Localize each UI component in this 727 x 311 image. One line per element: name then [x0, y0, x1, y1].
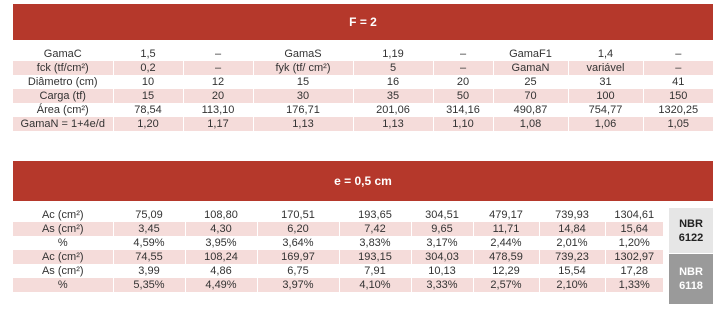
table-cell: 1,17 — [183, 117, 253, 131]
table-cell: 2,44% — [473, 236, 539, 250]
table-cell: 74,55 — [113, 250, 185, 264]
table-cell: 170,51 — [257, 208, 339, 222]
standard-badge-nbr6118: NBR 6118 — [669, 254, 713, 304]
row-label: As (cm²) — [13, 264, 113, 278]
table-cell: 1304,61 — [605, 208, 663, 222]
table-cell: – — [183, 47, 253, 61]
table-cell: fyk (tf/ cm²) — [253, 61, 353, 75]
table-cell: variável — [568, 61, 643, 75]
table-row — [13, 75, 713, 89]
row-label: Ac (cm²) — [13, 250, 113, 264]
table-cell: 1,05 — [643, 117, 713, 131]
table-row — [13, 236, 663, 250]
table-cell: 31 — [568, 75, 643, 89]
table-cell: 490,87 — [493, 103, 568, 117]
table-cell: 3,17% — [411, 236, 473, 250]
table-cell: 176,71 — [253, 103, 353, 117]
table-cell: – — [183, 61, 253, 75]
table-cell: 3,95% — [185, 236, 257, 250]
table-cell: 113,10 — [183, 103, 253, 117]
table-cell: 108,80 — [185, 208, 257, 222]
table-row — [13, 61, 713, 75]
table-cell: – — [433, 47, 493, 61]
table-cell: 1,08 — [493, 117, 568, 131]
table-cell: 3,33% — [411, 278, 473, 292]
table-cell: 0,2 — [113, 61, 183, 75]
table-cell: 2,01% — [539, 236, 605, 250]
table-cell: 169,97 — [257, 250, 339, 264]
table-cell: 4,86 — [185, 264, 257, 278]
table-cell: 2,57% — [473, 278, 539, 292]
table-cell: 100 — [568, 89, 643, 103]
row-label: % — [13, 278, 113, 292]
table-cell: 4,59% — [113, 236, 185, 250]
row-label: Ac (cm²) — [13, 208, 113, 222]
row-label: GamaC — [13, 47, 113, 61]
table-cell: 6,75 — [257, 264, 339, 278]
table-cell: 1320,25 — [643, 103, 713, 117]
table-cell: 2,10% — [539, 278, 605, 292]
table-cell: 739,23 — [539, 250, 605, 264]
table-cell: 9,65 — [411, 222, 473, 236]
table-cell: 108,24 — [185, 250, 257, 264]
row-label: Área (cm²) — [13, 103, 113, 117]
row-label: As (cm²) — [13, 222, 113, 236]
table-row — [13, 103, 713, 117]
table-cell: 3,64% — [257, 236, 339, 250]
section-title-eccentricity: e = 0,5 cm — [13, 161, 713, 201]
table-cell: GamaF1 — [493, 47, 568, 61]
table-cell: GamaS — [253, 47, 353, 61]
table-cell: 193,15 — [339, 250, 411, 264]
table-cell: 1,19 — [353, 47, 433, 61]
table-cell: 1,06 — [568, 117, 643, 131]
row-label: Carga (tf) — [13, 89, 113, 103]
table-cell: – — [643, 47, 713, 61]
table-cell: 3,99 — [113, 264, 185, 278]
table-cell: 1,10 — [433, 117, 493, 131]
table-cell: 50 — [433, 89, 493, 103]
table-row — [13, 117, 713, 131]
table-cell: 1,13 — [253, 117, 353, 131]
table-cell: 739,93 — [539, 208, 605, 222]
table-cell: 1,4 — [568, 47, 643, 61]
table-cell: 1,13 — [353, 117, 433, 131]
standard-badge-nbr6122: NBR 6122 — [669, 208, 713, 253]
row-label: GamaN = 1+4e/d — [13, 117, 113, 131]
table-row — [13, 89, 713, 103]
table-cell: 20 — [183, 89, 253, 103]
table-cell: 10,13 — [411, 264, 473, 278]
table-row — [13, 264, 663, 278]
table-row — [13, 278, 663, 292]
table-cell: 5,35% — [113, 278, 185, 292]
table-cell: 478,59 — [473, 250, 539, 264]
table-cell: 16 — [353, 75, 433, 89]
table-cell: 35 — [353, 89, 433, 103]
table-cell: 14,84 — [539, 222, 605, 236]
table-row — [13, 208, 663, 222]
parameters-table — [13, 47, 713, 131]
table-cell: 1,20% — [605, 236, 663, 250]
table-cell: 3,97% — [257, 278, 339, 292]
table-cell: 479,17 — [473, 208, 539, 222]
table-cell: 4,30 — [185, 222, 257, 236]
table-cell: 1,33% — [605, 278, 663, 292]
table-cell: 7,42 — [339, 222, 411, 236]
table-cell: 20 — [433, 75, 493, 89]
table-cell: 70 — [493, 89, 568, 103]
table-cell: 1,5 — [113, 47, 183, 61]
table-cell: 314,16 — [433, 103, 493, 117]
table-cell: 78,54 — [113, 103, 183, 117]
table-cell: 12 — [183, 75, 253, 89]
row-label: % — [13, 236, 113, 250]
table-cell: 15 — [253, 75, 353, 89]
table-cell: 7,91 — [339, 264, 411, 278]
row-label: fck (tf/cm²) — [13, 61, 113, 75]
table-cell: 75,09 — [113, 208, 185, 222]
table-cell: 1302,97 — [605, 250, 663, 264]
table-cell: – — [643, 61, 713, 75]
table-cell: 150 — [643, 89, 713, 103]
table-cell: 3,45 — [113, 222, 185, 236]
table-cell: 4,49% — [185, 278, 257, 292]
table-cell: 4,10% — [339, 278, 411, 292]
table-cell: 11,71 — [473, 222, 539, 236]
table-cell: 15,64 — [605, 222, 663, 236]
table-row — [13, 47, 713, 61]
table-cell: 30 — [253, 89, 353, 103]
table-row — [13, 250, 663, 264]
table-cell: 10 — [113, 75, 183, 89]
table-cell: 193,65 — [339, 208, 411, 222]
table-cell: 17,28 — [605, 264, 663, 278]
table-cell: 15,54 — [539, 264, 605, 278]
table-cell: – — [433, 61, 493, 75]
table-cell: 5 — [353, 61, 433, 75]
table-cell: 12,29 — [473, 264, 539, 278]
table-cell: 41 — [643, 75, 713, 89]
table-cell: 6,20 — [257, 222, 339, 236]
table-cell: 754,77 — [568, 103, 643, 117]
table-cell: 304,03 — [411, 250, 473, 264]
table-cell: 201,06 — [353, 103, 433, 117]
results-table — [13, 208, 663, 292]
section-title-f2: F = 2 — [13, 4, 713, 40]
table-cell: 3,83% — [339, 236, 411, 250]
table-cell: 25 — [493, 75, 568, 89]
table-cell: 15 — [113, 89, 183, 103]
table-row — [13, 222, 663, 236]
table-cell: GamaN — [493, 61, 568, 75]
table-cell: 1,20 — [113, 117, 183, 131]
row-label: Diâmetro (cm) — [13, 75, 113, 89]
table-cell: 304,51 — [411, 208, 473, 222]
